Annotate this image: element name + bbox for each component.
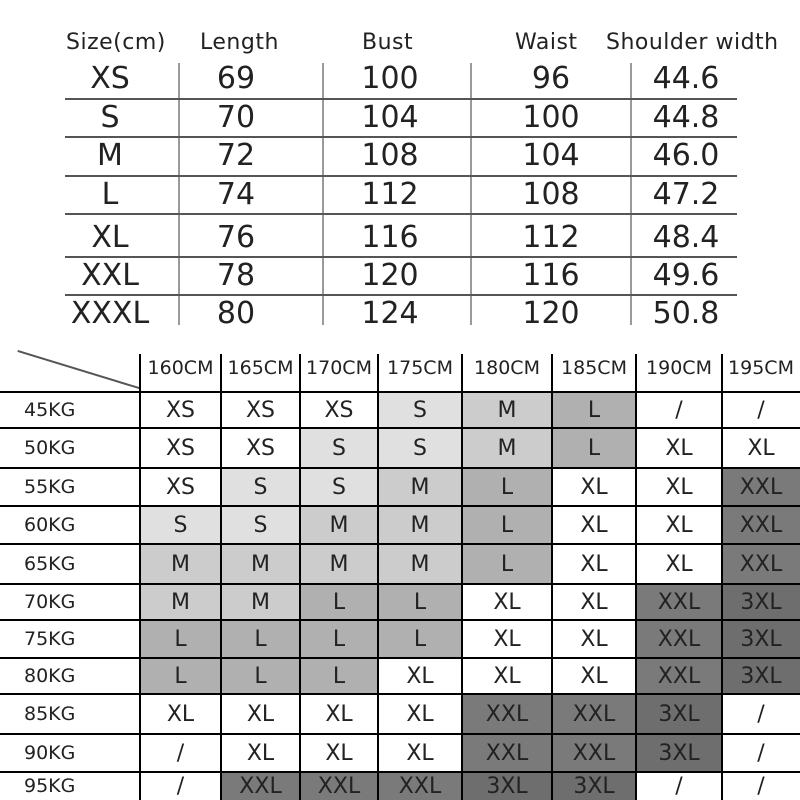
size-recommendation-cell: M bbox=[221, 584, 300, 620]
size-cell-bust: 120 bbox=[361, 258, 419, 293]
size-recommendation-cell: L bbox=[378, 584, 462, 620]
header-size: Size(cm) bbox=[66, 30, 166, 55]
size-recommendation-cell: 3XL bbox=[722, 658, 800, 694]
size-recommendation-cell: 3XL bbox=[722, 620, 800, 658]
size-recommendation-cell: 3XL bbox=[636, 734, 722, 772]
size-recommendation-cell: XL bbox=[552, 620, 636, 658]
size-recommendation-cell: L bbox=[140, 658, 221, 694]
weight-label: 70KG bbox=[24, 591, 76, 613]
size-recommendation-cell: M bbox=[300, 506, 378, 544]
size-recommendation-cell: XL bbox=[552, 468, 636, 506]
size-recommendation-cell: S bbox=[300, 468, 378, 506]
size-recommendation-cell: L bbox=[462, 544, 552, 584]
size-recommendation-cell: L bbox=[221, 658, 300, 694]
row-divider bbox=[65, 294, 737, 296]
size-recommendation-cell: XXL bbox=[462, 734, 552, 772]
size-recommendation-cell: XS bbox=[300, 392, 378, 428]
size-recommendation-cell: XL bbox=[552, 544, 636, 584]
size-cell-size: M bbox=[97, 138, 123, 173]
size-recommendation-cell: M bbox=[378, 544, 462, 584]
size-recommendation-cell: XS bbox=[140, 468, 221, 506]
size-recommendation-cell: 3XL bbox=[462, 772, 552, 800]
size-cell-shoulder: 44.8 bbox=[652, 100, 720, 135]
size-recommendation-cell: S bbox=[378, 428, 462, 468]
size-recommendation-cell: XXL bbox=[636, 658, 722, 694]
size-recommendation-cell: S bbox=[140, 506, 221, 544]
size-cell-bust: 100 bbox=[361, 61, 419, 96]
size-recommendation-cell: S bbox=[221, 506, 300, 544]
size-recommendation-cell: XXL bbox=[722, 544, 800, 584]
size-row bbox=[0, 295, 800, 333]
size-row bbox=[0, 176, 800, 214]
size-recommendation-cell: L bbox=[300, 658, 378, 694]
size-recommendation-cell: XL bbox=[462, 658, 552, 694]
size-row bbox=[0, 60, 800, 98]
grid-horizontal-line bbox=[0, 505, 800, 507]
size-recommendation-cell: XL bbox=[636, 468, 722, 506]
size-recommendation-cell: M bbox=[378, 468, 462, 506]
size-recommendation-cell: XL bbox=[221, 694, 300, 734]
height-header: 195CM bbox=[728, 357, 794, 379]
size-recommendation-cell: M bbox=[300, 544, 378, 584]
weight-label: 45KG bbox=[24, 399, 76, 421]
size-recommendation-cell: XXL bbox=[300, 772, 378, 800]
grid-horizontal-line bbox=[0, 467, 800, 469]
size-cell-length: 72 bbox=[216, 138, 256, 173]
size-recommendation-cell: L bbox=[378, 620, 462, 658]
size-measurement-table bbox=[0, 0, 800, 330]
size-recommendation-cell: XL bbox=[378, 694, 462, 734]
size-cell-shoulder: 44.6 bbox=[652, 61, 720, 96]
weight-label: 75KG bbox=[24, 628, 76, 650]
size-row bbox=[0, 99, 800, 137]
size-recommendation-cell: XL bbox=[722, 428, 800, 468]
size-cell-waist: 108 bbox=[522, 177, 580, 212]
size-recommendation-cell: XL bbox=[300, 694, 378, 734]
size-row bbox=[0, 257, 800, 295]
size-recommendation-cell: M bbox=[140, 584, 221, 620]
size-recommendation-cell: L bbox=[462, 468, 552, 506]
row-divider bbox=[65, 98, 737, 100]
size-cell-bust: 104 bbox=[361, 100, 419, 135]
size-recommendation-cell: XXL bbox=[221, 772, 300, 800]
weight-label: 95KG bbox=[24, 775, 76, 797]
size-cell-size: XXXL bbox=[70, 296, 150, 331]
size-recommendation-cell: L bbox=[140, 620, 221, 658]
size-recommendation-cell: L bbox=[221, 620, 300, 658]
weight-label: 80KG bbox=[24, 665, 76, 687]
size-row bbox=[0, 137, 800, 175]
grid-horizontal-line bbox=[0, 657, 800, 659]
row-divider bbox=[65, 136, 737, 138]
grid-horizontal-line bbox=[0, 427, 800, 429]
header-bust: Bust bbox=[362, 30, 414, 55]
size-cell-size: L bbox=[101, 177, 119, 212]
weight-label: 55KG bbox=[24, 476, 76, 498]
grid-horizontal-line bbox=[0, 619, 800, 621]
size-recommendation-cell: 3XL bbox=[552, 772, 636, 800]
size-cell-bust: 116 bbox=[361, 220, 419, 255]
size-cell-length: 80 bbox=[216, 296, 256, 331]
size-recommendation-cell: XL bbox=[378, 734, 462, 772]
size-recommendation-cell: XXL bbox=[636, 584, 722, 620]
size-recommendation-cell: S bbox=[300, 428, 378, 468]
size-cell-size: XXL bbox=[81, 258, 139, 293]
size-cell-length: 78 bbox=[216, 258, 256, 293]
size-cell-size: XS bbox=[90, 61, 130, 96]
size-recommendation-cell: L bbox=[300, 620, 378, 658]
height-header: 185CM bbox=[561, 357, 627, 379]
height-header: 160CM bbox=[147, 357, 214, 379]
size-recommendation-cell: / bbox=[722, 734, 800, 772]
size-recommendation-cell: XL bbox=[552, 506, 636, 544]
size-recommendation-cell: L bbox=[300, 584, 378, 620]
grid-horizontal-line bbox=[0, 583, 800, 585]
size-recommendation-cell: XS bbox=[140, 392, 221, 428]
header-shoulder-width: Shoulder width bbox=[606, 30, 779, 55]
size-recommendation-cell: / bbox=[636, 392, 722, 428]
height-header: 170CM bbox=[306, 357, 372, 379]
size-recommendation-cell: L bbox=[552, 428, 636, 468]
size-cell-shoulder: 48.4 bbox=[652, 220, 720, 255]
size-recommendation-cell: / bbox=[722, 772, 800, 800]
size-recommendation-cell: L bbox=[462, 506, 552, 544]
size-recommendation-cell: / bbox=[722, 392, 800, 428]
size-recommendation-cell: / bbox=[636, 772, 722, 800]
size-cell-shoulder: 46.0 bbox=[652, 138, 720, 173]
row-divider bbox=[65, 175, 737, 177]
size-recommendation-cell: / bbox=[140, 734, 221, 772]
size-recommendation-cell: XL bbox=[462, 584, 552, 620]
size-recommendation-cell: XXL bbox=[722, 468, 800, 506]
size-recommendation-cell: XXL bbox=[552, 694, 636, 734]
height-header: 175CM bbox=[387, 357, 453, 379]
size-cell-bust: 112 bbox=[361, 177, 419, 212]
size-recommendation-cell: 3XL bbox=[722, 584, 800, 620]
size-recommendation-cell: XXL bbox=[636, 620, 722, 658]
size-cell-bust: 108 bbox=[361, 138, 419, 173]
size-cell-shoulder: 49.6 bbox=[652, 258, 720, 293]
size-cell-size: XL bbox=[91, 220, 129, 255]
size-cell-length: 69 bbox=[216, 61, 256, 96]
size-recommendation-cell: XL bbox=[552, 658, 636, 694]
size-cell-waist: 120 bbox=[522, 296, 580, 331]
size-recommendation-cell: XXL bbox=[462, 694, 552, 734]
height-header: 190CM bbox=[646, 357, 712, 379]
grid-horizontal-line bbox=[0, 733, 800, 735]
size-recommendation-cell: XXL bbox=[378, 772, 462, 800]
size-cell-length: 76 bbox=[216, 220, 256, 255]
size-recommendation-cell: M bbox=[462, 392, 552, 428]
size-recommendation-cell: M bbox=[140, 544, 221, 584]
size-cell-size: S bbox=[100, 100, 120, 135]
size-row bbox=[0, 219, 800, 257]
header-length: Length bbox=[200, 30, 279, 55]
header-waist: Waist bbox=[515, 30, 578, 55]
weight-label: 50KG bbox=[24, 437, 76, 459]
weight-label: 90KG bbox=[24, 742, 76, 764]
size-recommendation-cell: M bbox=[378, 506, 462, 544]
grid-horizontal-line bbox=[0, 693, 800, 695]
size-recommendation-cell: XXL bbox=[552, 734, 636, 772]
size-recommendation-cell: XS bbox=[140, 428, 221, 468]
size-recommendation-cell: L bbox=[552, 392, 636, 428]
grid-horizontal-line bbox=[0, 543, 800, 545]
size-recommendation-cell: XL bbox=[636, 506, 722, 544]
size-cell-waist: 100 bbox=[522, 100, 580, 135]
height-header: 180CM bbox=[474, 357, 540, 379]
size-recommendation-cell: M bbox=[462, 428, 552, 468]
size-recommendation-cell: XL bbox=[300, 734, 378, 772]
size-recommendation-cell: 3XL bbox=[636, 694, 722, 734]
weight-label: 60KG bbox=[24, 514, 76, 536]
size-cell-waist: 116 bbox=[522, 258, 580, 293]
size-recommendation-cell: S bbox=[378, 392, 462, 428]
size-cell-shoulder: 47.2 bbox=[652, 177, 720, 212]
grid-horizontal-line bbox=[0, 771, 800, 773]
grid-horizontal-line bbox=[0, 391, 800, 393]
weight-label: 85KG bbox=[24, 703, 76, 725]
size-cell-waist: 112 bbox=[522, 220, 580, 255]
height-header: 165CM bbox=[227, 357, 294, 379]
size-recommendation-cell: XL bbox=[552, 584, 636, 620]
corner-diagonal bbox=[17, 350, 139, 389]
size-recommendation-cell: XL bbox=[636, 544, 722, 584]
size-recommendation-cell: XS bbox=[221, 392, 300, 428]
size-cell-waist: 104 bbox=[522, 138, 580, 173]
size-recommendation-cell: S bbox=[221, 468, 300, 506]
size-cell-length: 70 bbox=[216, 100, 256, 135]
weight-label: 65KG bbox=[24, 553, 76, 575]
size-recommendation-cell: XS bbox=[221, 428, 300, 468]
size-cell-bust: 124 bbox=[361, 296, 419, 331]
size-recommendation-cell: XL bbox=[636, 428, 722, 468]
size-cell-length: 74 bbox=[216, 177, 256, 212]
size-cell-shoulder: 50.8 bbox=[652, 296, 720, 331]
size-recommendation-cell: XL bbox=[221, 734, 300, 772]
row-divider bbox=[65, 213, 737, 215]
size-recommendation-cell: XL bbox=[462, 620, 552, 658]
size-recommendation-cell: XXL bbox=[722, 506, 800, 544]
size-recommendation-cell: / bbox=[722, 694, 800, 734]
size-recommendation-cell: M bbox=[221, 544, 300, 584]
size-recommendation-cell: XL bbox=[378, 658, 462, 694]
size-recommendation-cell: XL bbox=[140, 694, 221, 734]
row-divider bbox=[65, 256, 737, 258]
size-recommendation-cell: / bbox=[140, 772, 221, 800]
size-cell-waist: 96 bbox=[531, 61, 571, 96]
